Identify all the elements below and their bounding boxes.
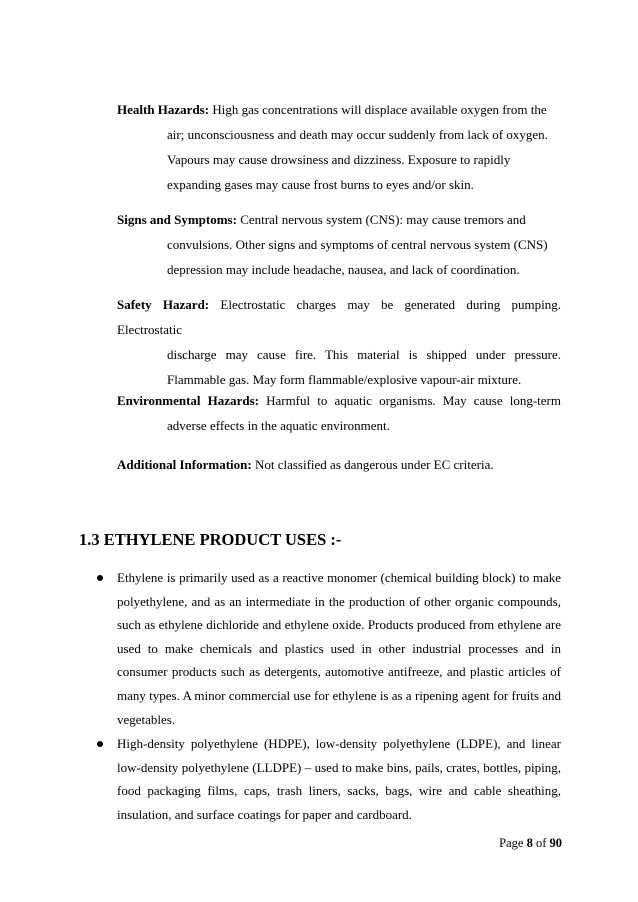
additional-information-paragraph bbox=[117, 452, 561, 477]
safety-hazard-line-1 bbox=[117, 292, 561, 342]
safety-hazard-line-2: discharge may cause fire. This material is shipped under pressure. bbox=[167, 347, 561, 362]
signs-symptoms-label: Signs and Symptoms: bbox=[117, 212, 237, 227]
environmental-hazards-line-2: adverse effects in the aquatic environment. bbox=[167, 418, 390, 433]
list-item bbox=[117, 732, 561, 826]
environmental-hazards-text-1: Harmful to aquatic organisms. May cause long-term bbox=[258, 393, 561, 408]
signs-symptoms-paragraph bbox=[117, 207, 561, 282]
safety-hazard-paragraph bbox=[117, 292, 561, 392]
section-heading: 1.3 ETHYLENE PRODUCT USES :- bbox=[79, 530, 342, 549]
current-page-number: 8 bbox=[526, 836, 533, 850]
health-hazards-text-1: High gas concentrations will displace available oxygen from the bbox=[209, 102, 547, 117]
health-hazards-line-1 bbox=[117, 97, 561, 122]
total-pages-number: 90 bbox=[549, 836, 562, 850]
environmental-hazards-label: Environmental Hazards: bbox=[117, 393, 259, 408]
health-hazards-paragraph bbox=[117, 97, 561, 197]
health-hazards-line-2: air; unconsciousness and death may occur suddenly from lack of oxygen. bbox=[167, 127, 548, 142]
safety-hazard-label: Safety Hazard: bbox=[117, 297, 210, 312]
additional-information-line-1 bbox=[117, 452, 561, 477]
signs-symptoms-line-3: depression may include headache, nausea, and lack of coordination. bbox=[167, 262, 520, 277]
list-item-text: Ethylene is primarily used as a reactive monomer (chemical building block) to make polyethylene, and as an intermediate in the production of other organic compounds, such as ethylene dichloride and ethylene oxide. Products produced from ethylene are used to make chemicals and plastics used in other industrial processes and in consumer products such as detergents, automotive antifreeze, and plastic articles of many types. A minor commercial use for ethylene is as a ripening agent for fruits and vegetables. bbox=[117, 570, 561, 727]
environmental-hazards-paragraph bbox=[117, 388, 561, 438]
signs-symptoms-text-1: Central nervous system (CNS): may cause tremors and bbox=[236, 212, 526, 227]
signs-symptoms-line-2: convulsions. Other signs and symptoms of central nervous system (CNS) bbox=[167, 237, 548, 252]
environmental-hazards-line-1 bbox=[117, 388, 561, 413]
product-uses-list bbox=[117, 566, 561, 827]
additional-information-text: Not classified as dangerous under EC criteria. bbox=[251, 457, 494, 472]
page-word: Page bbox=[499, 836, 527, 850]
bullet-icon bbox=[97, 575, 103, 581]
health-hazards-line-4: expanding gases may cause frost burns to eyes and/or skin. bbox=[167, 177, 474, 192]
health-hazards-line-3: Vapours may cause drowsiness and dizziness. Exposure to rapidly bbox=[167, 152, 511, 167]
signs-symptoms-line-1 bbox=[117, 207, 561, 232]
list-item-text: High-density polyethylene (HDPE), low-density polyethylene (LDPE), and linear low-density polyethylene (LLDPE) – used to make bins, pails, crates, bottles, piping, food packaging films, caps, trash liners, sacks, bags, wire and cable sheathing, insulation, and surface coatings for paper and cardboard. bbox=[117, 736, 561, 822]
additional-information-label: Additional Information: bbox=[117, 457, 252, 472]
list-item bbox=[117, 566, 561, 731]
safety-hazard-text-1: Electrostatic charges may be generated during pumping. Electrostatic bbox=[117, 297, 561, 337]
health-hazards-label: Health Hazards: bbox=[117, 102, 210, 117]
safety-hazard-line-3: Flammable gas. May form flammable/explosive vapour-air mixture. bbox=[167, 372, 522, 387]
of-word: of bbox=[532, 836, 550, 850]
page-footer bbox=[499, 836, 562, 851]
bullet-icon bbox=[97, 741, 103, 747]
